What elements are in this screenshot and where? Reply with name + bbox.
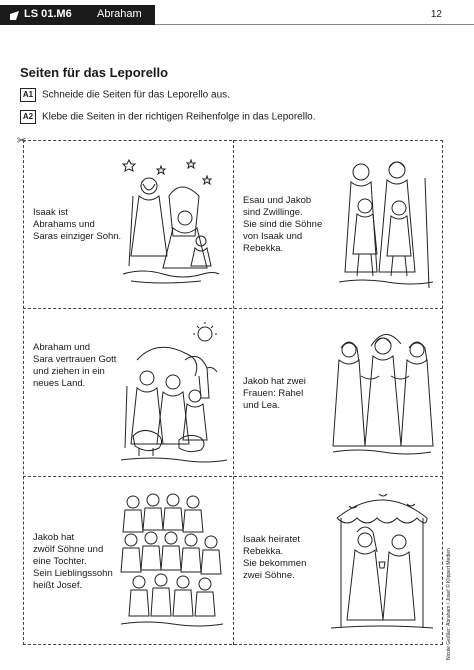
header-rule [155,24,474,25]
wedding-canopy-illustration [327,488,437,638]
task-badge: A1 [20,88,36,102]
twelve-sons-illustration [119,490,227,640]
header-tag [0,5,155,25]
abraham-sara-isaac-illustration [121,156,221,291]
journey-camel-sheep-illustration [119,320,229,470]
unit-title: Abraham [97,8,142,20]
jakob-rahel-lea-illustration [331,326,435,464]
pointer-arrow-icon [9,10,20,21]
leporello-card-1 [23,140,233,308]
family-esau-jakob-illustration [337,158,435,296]
leporello-card-2 [233,140,443,308]
unit-code: LS 01.M6 [24,8,72,20]
task-text: Schneide die Seiten für das Leporello aus. [42,89,230,101]
task-a1 [20,88,230,102]
card-text: Esau und Jakob sind Zwillinge. Sie sind die Söhne von Isaak und Rebekka. [243,195,323,254]
task-badge: A2 [20,110,36,124]
task-text: Klebe die Seiten in der richtigen Reihenfolge in das Leporello. [42,111,316,123]
leporello-card-3 [23,308,233,476]
leporello-card-4 [233,308,443,476]
card-text: Jakob hat zwei Frauen: Rahel und Lea. [243,376,306,411]
page-number: 12 [430,9,442,20]
card-text: Jakob hat zwölf Söhne und eine Tochter. Sein Lieblingssohn heißt Josef. [33,532,113,591]
page-title: Seiten für das Leporello [20,65,169,80]
card-text: Isaak heiratet Rebekka. Sie bekommen zwei Söhne. [243,534,307,581]
scissors-icon: ✂ [17,135,27,147]
card-text: Abraham und Sara vertrauen Gott und ziehen in ein neues Land. [33,342,117,389]
task-a2 [20,110,316,124]
page-header [0,0,474,28]
credit-text: Nicole Geißler: Abraham / Josef © Klippert Medien [446,548,452,660]
leporello-card-5 [23,476,233,644]
copyright-credit [446,548,456,670]
leporello-cutout-grid [23,140,443,645]
card-text: Isaak ist Abrahams und Saras einziger Sohn. [33,207,122,242]
leporello-card-6 [233,476,443,644]
